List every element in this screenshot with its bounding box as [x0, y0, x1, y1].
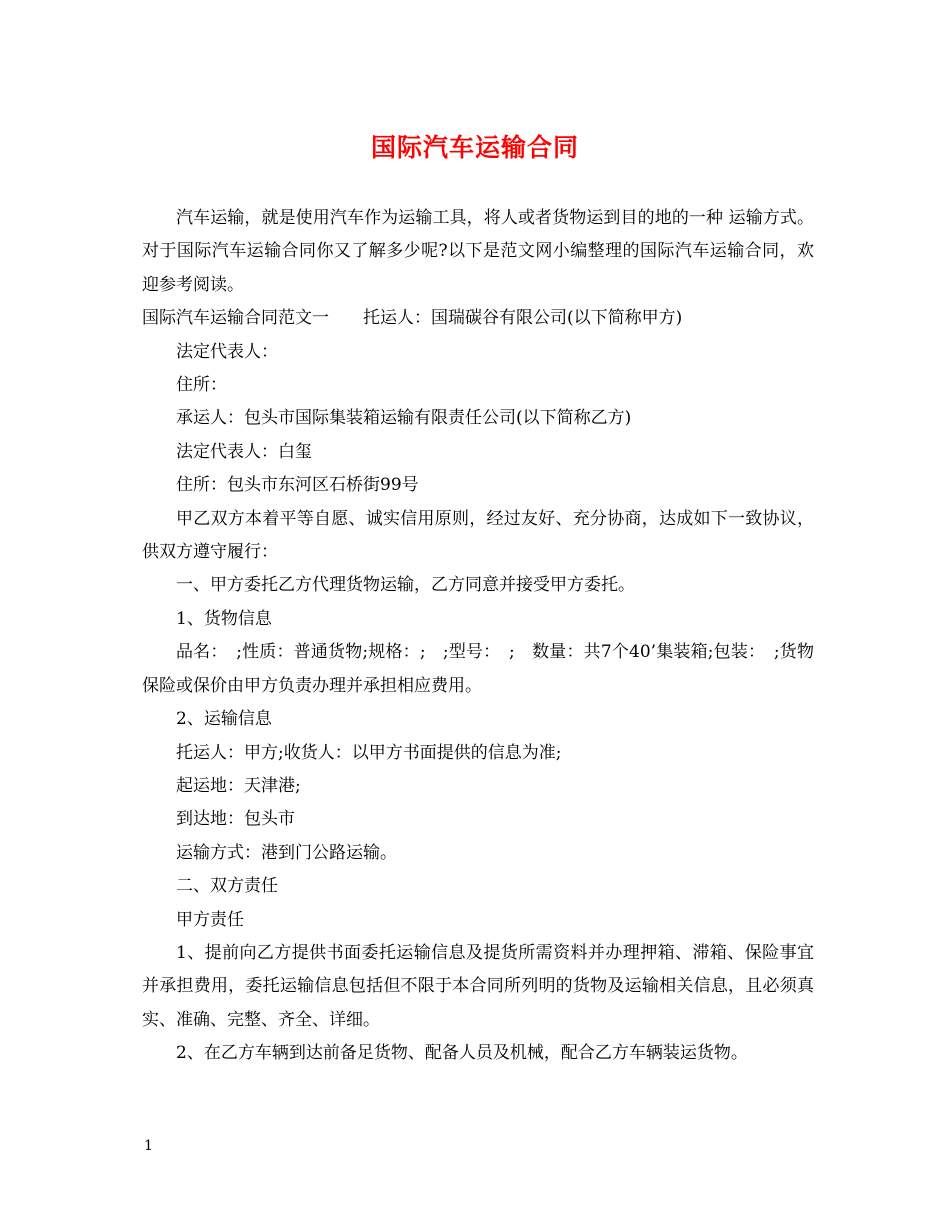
party-a-responsibility-2: 2、在乙方车辆到达前备足货物、配备人员及机械，配合乙方车辆装运货物。 [176, 1043, 748, 1064]
page-title: 国际汽车运输合同 [370, 133, 579, 162]
section-one-heading: 一、甲方委托乙方代理货物运输，乙方同意并接受甲方委托。 [176, 575, 635, 596]
carrier-legal-representative: 法定代表人：白玺 [176, 441, 312, 462]
section-two-heading: 二、双方责任 [176, 876, 278, 897]
agreement-paragraph: 甲乙双方本着平等自愿、诚实信用原则，经过友好、充分协商，达成如下一致协议，供双方遵守履行： [142, 508, 814, 563]
contract-heading-shipper: 国际汽车运输合同范文一 托运人：国瑞碳谷有限公司(以下简称甲方) [142, 308, 683, 329]
carrier-paragraph: 承运人：包头市国际集装箱运输有限责任公司(以下简称乙方) [176, 408, 632, 429]
page-number: 1 [144, 1138, 153, 1154]
origin-paragraph: 起运地：天津港; [176, 775, 301, 796]
intro-paragraph: 汽车运输，就是使用汽车作为运输工具，将人或者货物运到目的地的一种 运输方式。对于国际汽车运输合同你又了解多少呢?以下是范文网小编整理的国际汽车运输合同，欢迎参考阅读。 [142, 208, 814, 295]
consignee-paragraph: 托运人：甲方;收货人：以甲方书面提供的信息为准; [176, 742, 562, 763]
document-body [142, 202, 814, 1071]
goods-info-paragraph: 品名： ;性质：普通货物;规格：; ;型号： ; 数量：共7个40’集装箱;包装： ;货物保险或保价由甲方负责办理并承担相应费用。 [142, 642, 814, 696]
goods-info-heading: 1、货物信息 [176, 608, 272, 629]
transport-mode-paragraph: 运输方式：港到门公路运输。 [176, 842, 397, 863]
transport-info-heading: 2、运输信息 [176, 709, 272, 730]
shipper-address: 住所： [176, 375, 227, 396]
party-a-responsibility-1: 1、提前向乙方提供书面委托运输信息及提货所需资料并办理押箱、滞箱、保险事宜并承担费用，委托运输信息包括但不限于本合同所列明的货物及运输相关信息，且必须真实、准确、完整、齐全、详细。 [142, 942, 814, 1030]
party-a-responsibility-heading: 甲方责任 [176, 909, 244, 930]
shipper-legal-representative: 法定代表人： [176, 341, 278, 362]
destination-paragraph: 到达地：包头市 [176, 809, 295, 830]
carrier-address: 住所：包头市东河区石桥街99号 [176, 475, 419, 496]
